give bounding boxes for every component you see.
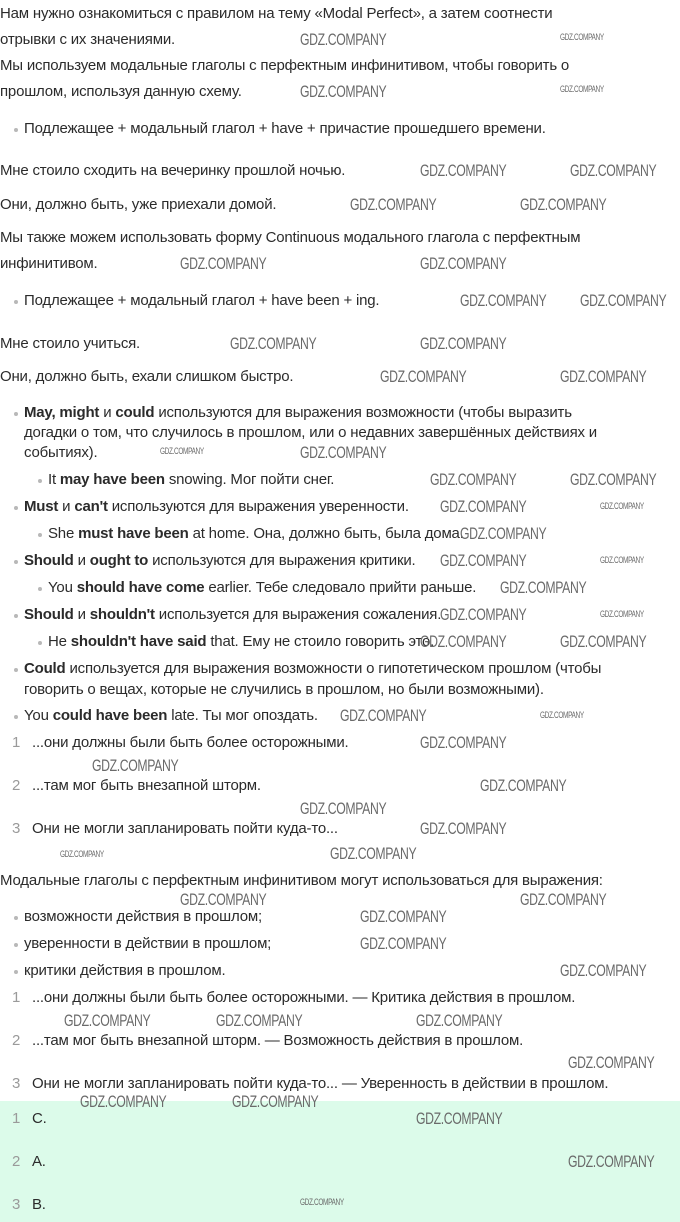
line-text xyxy=(48,633,434,651)
text-segment: Они не могли запланировать пойти куда-то... xyxy=(32,820,338,837)
line-text xyxy=(32,1075,608,1093)
watermark: GDZ.COMPANY xyxy=(330,844,417,863)
text-segment: late. Ты мог опоздать. xyxy=(167,707,318,724)
watermark: GDZ.COMPANY xyxy=(360,934,447,953)
bullet-icon xyxy=(14,412,18,416)
text-segment: возможности действия в прошлом; xyxy=(24,908,262,925)
bold-term: must have been xyxy=(78,525,189,542)
watermark: GDZ.COMPANY xyxy=(160,446,204,456)
text-segment: He xyxy=(48,633,71,650)
watermark: GDZ.COMPANY xyxy=(560,32,604,42)
line-text xyxy=(0,83,242,101)
line-text xyxy=(24,444,97,462)
line-text xyxy=(32,820,338,838)
watermark: GDZ.COMPANY xyxy=(420,733,507,752)
line-text xyxy=(32,777,261,795)
watermark: GDZ.COMPANY xyxy=(300,30,387,49)
watermark: GDZ.COMPANY xyxy=(568,1152,655,1171)
watermark: GDZ.COMPANY xyxy=(540,710,584,720)
watermark: GDZ.COMPANY xyxy=(300,443,387,462)
bullet-icon xyxy=(14,128,18,132)
watermark: GDZ.COMPANY xyxy=(232,1092,319,1111)
item-number: 2 xyxy=(12,1032,21,1049)
text-segment: и xyxy=(99,404,116,421)
text-segment: Они, должно быть, ехали слишком быстро. xyxy=(0,368,294,385)
line-text xyxy=(32,734,349,752)
text-segment: уверенности в действии в прошлом; xyxy=(24,935,272,952)
watermark: GDZ.COMPANY xyxy=(520,195,607,214)
bullet-icon xyxy=(38,641,42,645)
line-text xyxy=(24,908,262,926)
text-segment: Подлежащее + модальный глагол + have been + ing. xyxy=(24,292,380,309)
watermark: GDZ.COMPANY xyxy=(216,1011,303,1030)
watermark: GDZ.COMPANY xyxy=(460,524,547,543)
text-segment: инфинитивом. xyxy=(0,255,98,272)
watermark: GDZ.COMPANY xyxy=(520,890,607,909)
text-segment: earlier. Тебе следовало прийти раньше. xyxy=(204,579,477,596)
line-text xyxy=(24,424,597,442)
watermark: GDZ.COMPANY xyxy=(64,1011,151,1030)
watermark: GDZ.COMPANY xyxy=(420,819,507,838)
text-segment: that. Ему не стоило говорить это. xyxy=(206,633,435,650)
text-segment: и xyxy=(58,498,75,515)
watermark: GDZ.COMPANY xyxy=(560,367,647,386)
bold-term: Could xyxy=(24,660,66,677)
bullet-icon xyxy=(38,587,42,591)
text-segment: используются для выражения уверенности. xyxy=(107,498,409,515)
line-text xyxy=(0,31,175,49)
line-text xyxy=(24,935,271,953)
text-segment: Нам нужно ознакомиться с правилом на тему «Modal Perfect», а затем соотнести xyxy=(0,5,553,22)
bold-term: Should xyxy=(24,606,74,623)
bullet-icon xyxy=(14,970,18,974)
text-segment: критики действия в прошлом. xyxy=(24,962,226,979)
line-text xyxy=(24,120,546,138)
text-segment: отрывки с их значениями. xyxy=(0,31,175,48)
bold-term: shouldn't xyxy=(89,606,155,623)
watermark: GDZ.COMPANY xyxy=(92,756,179,775)
watermark: GDZ.COMPANY xyxy=(180,890,267,909)
bold-term: ought to xyxy=(89,552,149,569)
watermark: GDZ.COMPANY xyxy=(420,632,507,651)
watermark: GDZ.COMPANY xyxy=(230,334,317,353)
line-text xyxy=(0,229,580,247)
line-text xyxy=(32,1196,46,1214)
bold-term: could have been xyxy=(52,707,168,724)
watermark: GDZ.COMPANY xyxy=(420,161,507,180)
bold-term: can't xyxy=(74,498,108,515)
text-segment: B. xyxy=(32,1196,46,1213)
text-segment: Мне стоило сходить на вечеринку прошлой ночью. xyxy=(0,162,346,179)
text-segment: Подлежащее + модальный глагол + have + причастие прошедшего времени. xyxy=(24,120,546,137)
bullet-icon xyxy=(38,533,42,537)
text-segment: ...там мог быть внезапной шторм. — Возможность действия в прошлом. xyxy=(32,1032,524,1049)
text-segment: ...они должны были быть более осторожными. — Критика действия в прошлом. xyxy=(32,989,576,1006)
bold-term: could xyxy=(115,404,155,421)
watermark: GDZ.COMPANY xyxy=(560,632,647,651)
text-segment: ...они должны были быть более осторожными. xyxy=(32,734,349,751)
text-segment: Мы также можем использовать форму Continuous модального глагола с перфектным xyxy=(0,229,581,246)
line-text xyxy=(48,579,476,597)
text-segment: You xyxy=(24,707,53,724)
text-segment: Они, должно быть, уже приехали домой. xyxy=(0,196,277,213)
text-segment: at home. Она, должно быть, была дома. xyxy=(188,525,464,542)
line-text xyxy=(32,989,575,1007)
bold-term: should have come xyxy=(76,579,205,596)
line-text xyxy=(0,335,140,353)
line-text xyxy=(24,292,379,310)
watermark: GDZ.COMPANY xyxy=(600,555,644,565)
line-text xyxy=(24,962,225,980)
text-segment: C. xyxy=(32,1110,47,1127)
line-text xyxy=(0,196,276,214)
watermark: GDZ.COMPANY xyxy=(300,1197,344,1207)
watermark: GDZ.COMPANY xyxy=(440,605,527,624)
bold-term: Must xyxy=(24,498,59,515)
bullet-icon xyxy=(38,479,42,483)
bullet-icon xyxy=(14,916,18,920)
bullet-icon xyxy=(14,943,18,947)
text-segment: Они не могли запланировать пойти куда-то... — Уверенность в действии в прошлом. xyxy=(32,1075,609,1092)
text-segment: Мне стоило учиться. xyxy=(0,335,141,352)
watermark: GDZ.COMPANY xyxy=(460,291,547,310)
text-segment: используется для выражения возможности о гипотетическом прошлом (чтобы xyxy=(65,660,602,677)
text-segment: Мы используем модальные глаголы с перфектным инфинитивом, чтобы говорить о xyxy=(0,57,570,74)
line-text xyxy=(24,660,601,678)
text-segment: используются для выражения критики. xyxy=(148,552,416,569)
item-number: 2 xyxy=(12,777,21,794)
watermark: GDZ.COMPANY xyxy=(420,334,507,353)
line-text xyxy=(24,552,416,570)
line-text xyxy=(0,162,345,180)
item-number: 3 xyxy=(12,820,21,837)
watermark: GDZ.COMPANY xyxy=(570,161,657,180)
watermark: GDZ.COMPANY xyxy=(570,470,657,489)
text-segment: She xyxy=(48,525,79,542)
bold-term: shouldn't have said xyxy=(70,633,207,650)
line-text xyxy=(0,57,569,75)
bold-term: may have been xyxy=(59,471,165,488)
bold-term: Should xyxy=(24,552,74,569)
watermark: GDZ.COMPANY xyxy=(600,501,644,511)
line-text xyxy=(0,5,552,23)
watermark: GDZ.COMPANY xyxy=(416,1109,503,1128)
line-text xyxy=(32,1110,47,1128)
line-text xyxy=(24,707,318,725)
watermark: GDZ.COMPANY xyxy=(350,195,437,214)
text-segment: A. xyxy=(32,1153,46,1170)
watermark: GDZ.COMPANY xyxy=(416,1011,503,1030)
bullet-icon xyxy=(14,506,18,510)
text-segment: You xyxy=(48,579,77,596)
bullet-icon xyxy=(14,560,18,564)
text-segment: прошлом, используя данную схему. xyxy=(0,83,242,100)
bullet-icon xyxy=(14,668,18,672)
line-text xyxy=(0,872,603,890)
watermark: GDZ.COMPANY xyxy=(560,961,647,980)
text-segment: событиях). xyxy=(24,444,98,461)
watermark: GDZ.COMPANY xyxy=(568,1053,655,1072)
text-segment: и xyxy=(73,606,90,623)
watermark: GDZ.COMPANY xyxy=(420,254,507,273)
text-segment: Модальные глаголы с перфектным инфинитивом могут использоваться для выражения: xyxy=(0,872,603,889)
text-segment: It xyxy=(48,471,60,488)
watermark: GDZ.COMPANY xyxy=(300,799,387,818)
line-text xyxy=(24,498,409,516)
text-segment: snowing. Мог пойти снег. xyxy=(164,471,335,488)
item-number: 1 xyxy=(12,1110,21,1127)
bold-term: May, might xyxy=(24,404,100,421)
watermark: GDZ.COMPANY xyxy=(340,706,427,725)
line-text xyxy=(32,1153,46,1171)
bullet-icon xyxy=(14,614,18,618)
text-segment: используется для выражения сожаления. xyxy=(154,606,442,623)
line-text xyxy=(24,404,572,422)
line-text xyxy=(24,681,544,699)
watermark: GDZ.COMPANY xyxy=(560,84,604,94)
bullet-icon xyxy=(14,300,18,304)
watermark: GDZ.COMPANY xyxy=(80,1092,167,1111)
watermark: GDZ.COMPANY xyxy=(480,776,567,795)
watermark: GDZ.COMPANY xyxy=(500,578,587,597)
text-segment: догадки о том, что случилось в прошлом, или о недавних завершённых действиях и xyxy=(24,424,597,441)
watermark: GDZ.COMPANY xyxy=(580,291,667,310)
watermark: GDZ.COMPANY xyxy=(600,609,644,619)
bullet-icon xyxy=(14,715,18,719)
watermark: GDZ.COMPANY xyxy=(440,551,527,570)
text-segment: и xyxy=(73,552,90,569)
watermark: GDZ.COMPANY xyxy=(440,497,527,516)
line-text xyxy=(48,525,464,543)
text-segment: говорить о вещах, которые не случились в прошлом, но были возможными). xyxy=(24,681,544,698)
item-number: 3 xyxy=(12,1075,21,1092)
line-text xyxy=(32,1032,523,1050)
watermark: GDZ.COMPANY xyxy=(60,849,104,859)
watermark: GDZ.COMPANY xyxy=(380,367,467,386)
watermark: GDZ.COMPANY xyxy=(300,82,387,101)
watermark: GDZ.COMPANY xyxy=(360,907,447,926)
item-number: 1 xyxy=(12,989,21,1006)
line-text xyxy=(48,471,334,489)
line-text xyxy=(0,255,98,273)
text-segment: используются для выражения возможности (чтобы выразить xyxy=(154,404,572,421)
item-number: 1 xyxy=(12,734,21,751)
item-number: 2 xyxy=(12,1153,21,1170)
watermark: GDZ.COMPANY xyxy=(180,254,267,273)
text-segment: ...там мог быть внезапной шторм. xyxy=(32,777,261,794)
line-text xyxy=(24,606,441,624)
item-number: 3 xyxy=(12,1196,21,1213)
watermark: GDZ.COMPANY xyxy=(430,470,517,489)
line-text xyxy=(0,368,293,386)
